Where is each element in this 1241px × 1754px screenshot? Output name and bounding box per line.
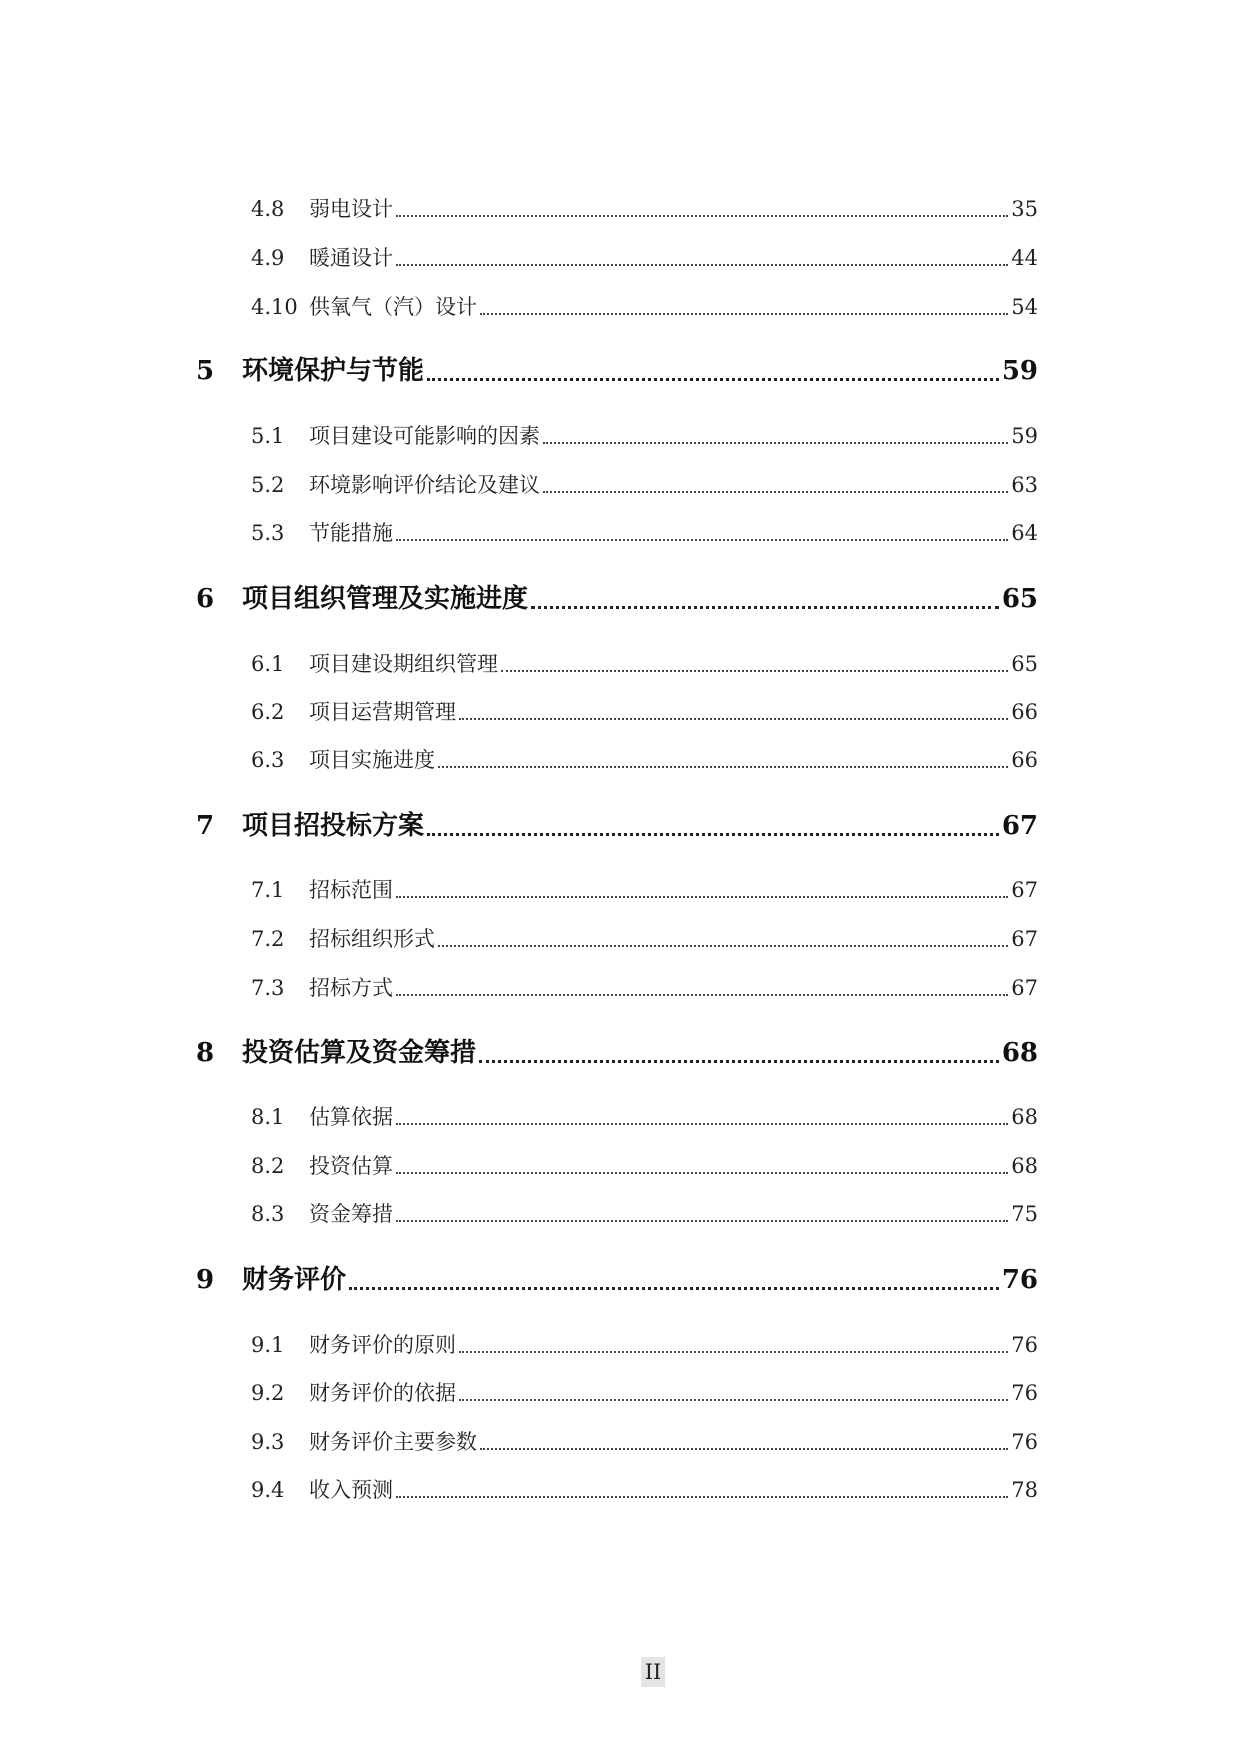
toc-entry-number: 6.1 bbox=[251, 652, 285, 676]
toc-dot-leader bbox=[396, 194, 1008, 224]
toc-entry-page: 76 bbox=[1001, 1265, 1038, 1295]
toc-section-entry[interactable] bbox=[251, 1427, 1038, 1457]
toc-section-entry[interactable] bbox=[251, 697, 1038, 727]
toc-dot-leader bbox=[531, 581, 999, 617]
toc-section-entry[interactable] bbox=[251, 292, 1038, 322]
toc-entry-page: 65 bbox=[1001, 584, 1038, 614]
toc-entry-title: 环境影响评价结论及建议 bbox=[309, 473, 540, 497]
toc-entry-page: 44 bbox=[1011, 246, 1038, 270]
toc-entry-title: 财务评价的依据 bbox=[309, 1381, 456, 1405]
toc-chapter-entry[interactable] bbox=[196, 353, 1038, 389]
toc-section-entry[interactable] bbox=[251, 470, 1038, 500]
toc-entry-page: 67 bbox=[1001, 811, 1038, 841]
toc-entry-number: 4.9 bbox=[251, 246, 285, 270]
toc-dot-leader bbox=[349, 1262, 999, 1298]
toc-section-entry[interactable] bbox=[251, 1475, 1038, 1505]
toc-section-entry[interactable] bbox=[251, 1102, 1038, 1132]
toc-chapter-entry[interactable] bbox=[196, 1035, 1038, 1071]
toc-entry-title: 招标方式 bbox=[309, 976, 393, 1000]
toc-entry-title: 收入预测 bbox=[309, 1478, 393, 1502]
toc-entry-title: 招标组织形式 bbox=[309, 927, 435, 951]
toc-entry-number: 6.3 bbox=[251, 748, 285, 772]
toc-dot-leader bbox=[459, 697, 1008, 727]
page-number: II bbox=[641, 1657, 665, 1687]
toc-entry-page: 64 bbox=[1011, 521, 1038, 545]
toc-dot-leader bbox=[459, 1330, 1008, 1360]
toc-section-entry[interactable] bbox=[251, 924, 1038, 954]
toc-entry-number: 8.2 bbox=[251, 1154, 285, 1178]
toc-section-entry[interactable] bbox=[251, 243, 1038, 273]
toc-entry-title: 财务评价 bbox=[242, 1265, 347, 1295]
toc-entry-title: 投资估算 bbox=[309, 1154, 393, 1178]
toc-section-entry[interactable] bbox=[251, 1151, 1038, 1181]
toc-chapter-entry[interactable] bbox=[196, 1262, 1038, 1298]
toc-entry-page: 59 bbox=[1001, 356, 1038, 386]
toc-chapter-entry[interactable] bbox=[196, 581, 1038, 617]
toc-dot-leader bbox=[427, 353, 999, 389]
toc-entry-page: 75 bbox=[1011, 1202, 1038, 1226]
toc-section-entry[interactable] bbox=[251, 1199, 1038, 1229]
toc-dot-leader bbox=[396, 1199, 1008, 1229]
toc-entry-number: 5.1 bbox=[251, 424, 285, 448]
toc-entry-title: 项目运营期管理 bbox=[309, 700, 456, 724]
toc-entry-number: 5.2 bbox=[251, 473, 285, 497]
toc-entry-number: 4.10 bbox=[251, 295, 298, 319]
toc-entry-number: 8 bbox=[196, 1038, 215, 1068]
toc-entry-number: 9 bbox=[196, 1265, 215, 1295]
toc-section-entry[interactable] bbox=[251, 421, 1038, 451]
toc-section-entry[interactable] bbox=[251, 973, 1038, 1003]
toc-entry-page: 78 bbox=[1011, 1478, 1038, 1502]
toc-dot-leader bbox=[543, 470, 1008, 500]
toc-dot-leader bbox=[396, 243, 1008, 273]
toc-dot-leader bbox=[438, 745, 1008, 775]
toc-entry-number: 5.3 bbox=[251, 521, 285, 545]
toc-entry-page: 35 bbox=[1011, 197, 1038, 221]
toc-section-entry[interactable] bbox=[251, 1378, 1038, 1408]
toc-dot-leader bbox=[396, 1151, 1008, 1181]
toc-entry-page: 54 bbox=[1011, 295, 1038, 319]
toc-dot-leader bbox=[543, 421, 1008, 451]
toc-entry-title: 项目建设期组织管理 bbox=[309, 652, 498, 676]
toc-entry-page: 66 bbox=[1011, 700, 1038, 724]
toc-dot-leader bbox=[396, 518, 1008, 548]
toc-entry-title: 供氧气（汽）设计 bbox=[309, 295, 477, 319]
toc-dot-leader bbox=[480, 292, 1008, 322]
toc-entry-title: 财务评价主要参数 bbox=[309, 1430, 477, 1454]
toc-dot-leader bbox=[396, 1102, 1008, 1132]
toc-entry-title: 暖通设计 bbox=[309, 246, 393, 270]
toc-entry-title: 财务评价的原则 bbox=[309, 1333, 456, 1357]
toc-entry-title: 弱电设计 bbox=[309, 197, 393, 221]
toc-entry-number: 4.8 bbox=[251, 197, 285, 221]
toc-entry-number: 7.3 bbox=[251, 976, 285, 1000]
toc-entry-number: 8.1 bbox=[251, 1105, 285, 1129]
toc-entry-number: 7.2 bbox=[251, 927, 285, 951]
toc-entry-number: 6 bbox=[196, 584, 215, 614]
toc-entry-title: 项目招投标方案 bbox=[242, 811, 425, 841]
toc-entry-title: 项目实施进度 bbox=[309, 748, 435, 772]
toc-entry-title: 资金筹措 bbox=[309, 1202, 393, 1226]
toc-entry-number: 8.3 bbox=[251, 1202, 285, 1226]
toc-entry-page: 67 bbox=[1011, 878, 1038, 902]
toc-dot-leader bbox=[396, 1475, 1008, 1505]
toc-entry-number: 7 bbox=[196, 811, 215, 841]
toc-entry-number: 5 bbox=[196, 356, 215, 386]
toc-entry-number: 7.1 bbox=[251, 878, 285, 902]
toc-entry-number: 9.1 bbox=[251, 1333, 285, 1357]
toc-entry-title: 招标范围 bbox=[309, 878, 393, 902]
toc-section-entry[interactable] bbox=[251, 1330, 1038, 1360]
toc-dot-leader bbox=[480, 1427, 1008, 1457]
toc-entry-title: 估算依据 bbox=[309, 1105, 393, 1129]
toc-entry-page: 67 bbox=[1011, 927, 1038, 951]
toc-entry-page: 65 bbox=[1011, 652, 1038, 676]
toc-section-entry[interactable] bbox=[251, 194, 1038, 224]
toc-entry-page: 68 bbox=[1011, 1154, 1038, 1178]
toc-entry-title: 投资估算及资金筹措 bbox=[242, 1038, 477, 1068]
toc-entry-page: 68 bbox=[1011, 1105, 1038, 1129]
toc-entry-title: 项目组织管理及实施进度 bbox=[242, 584, 529, 614]
toc-entry-title: 环境保护与节能 bbox=[242, 356, 425, 386]
toc-entry-page: 76 bbox=[1011, 1381, 1038, 1405]
toc-entry-number: 9.4 bbox=[251, 1478, 285, 1502]
toc-dot-leader bbox=[501, 649, 1008, 679]
toc-dot-leader bbox=[396, 973, 1008, 1003]
toc-chapter-entry[interactable] bbox=[196, 808, 1038, 844]
toc-entry-title: 节能措施 bbox=[309, 521, 393, 545]
toc-dot-leader bbox=[396, 875, 1008, 905]
toc-entry-page: 68 bbox=[1001, 1038, 1038, 1068]
toc-entry-number: 9.3 bbox=[251, 1430, 285, 1454]
toc-entry-page: 63 bbox=[1011, 473, 1038, 497]
toc-dot-leader bbox=[479, 1035, 999, 1071]
toc-dot-leader bbox=[438, 924, 1008, 954]
toc-section-entry[interactable] bbox=[251, 649, 1038, 679]
toc-section-entry[interactable] bbox=[251, 518, 1038, 548]
toc-entry-page: 76 bbox=[1011, 1333, 1038, 1357]
toc-entry-page: 66 bbox=[1011, 748, 1038, 772]
toc-entry-number: 9.2 bbox=[251, 1381, 285, 1405]
toc-entry-title: 项目建设可能影响的因素 bbox=[309, 424, 540, 448]
toc-section-entry[interactable] bbox=[251, 745, 1038, 775]
toc-dot-leader bbox=[459, 1378, 1008, 1408]
toc-dot-leader bbox=[427, 808, 999, 844]
toc-entry-page: 59 bbox=[1011, 424, 1038, 448]
toc-section-entry[interactable] bbox=[251, 875, 1038, 905]
toc-entry-page: 67 bbox=[1011, 976, 1038, 1000]
toc-entry-page: 76 bbox=[1011, 1430, 1038, 1454]
toc-entry-number: 6.2 bbox=[251, 700, 285, 724]
